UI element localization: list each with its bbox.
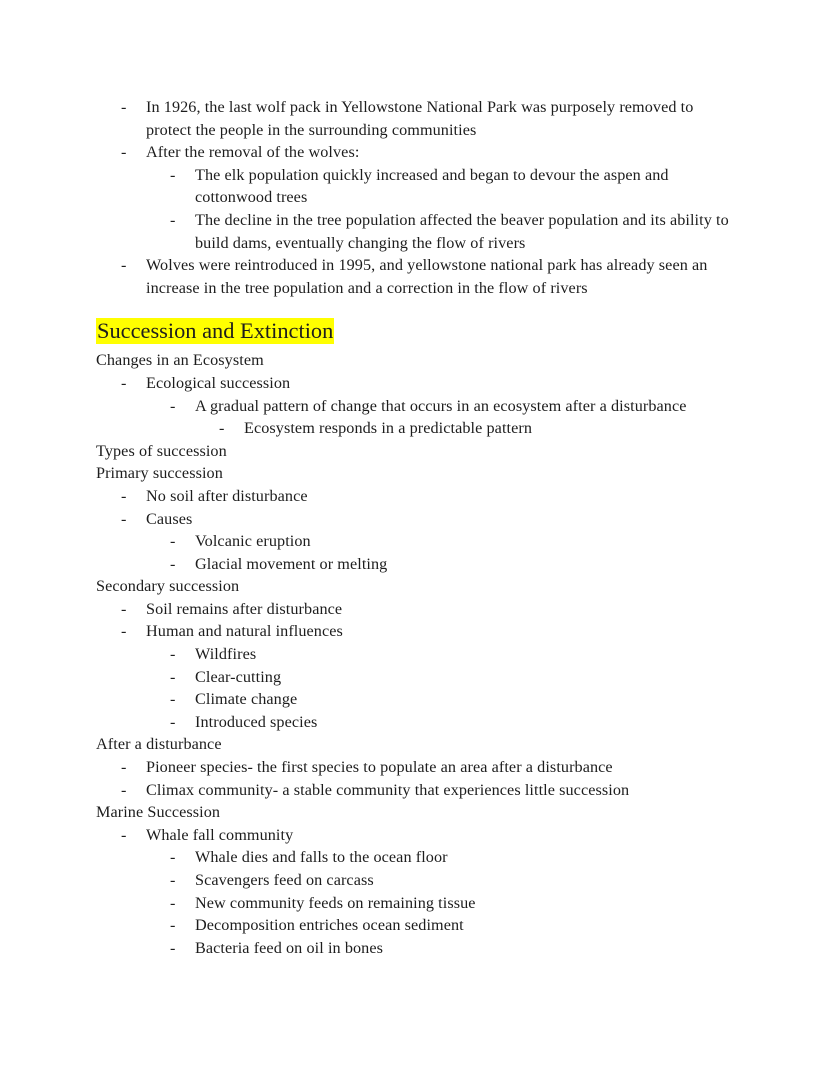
outline-line: [96, 440, 736, 463]
outline-line: [170, 937, 736, 960]
outline-line: [121, 485, 736, 508]
bullet-dash-icon: -: [121, 98, 127, 116]
outline-line: [121, 779, 736, 802]
outline-line-text: The elk population quickly increased and began to devour the aspen and cottonwood trees: [195, 165, 669, 207]
outline-line-text: Wolves were reintroduced in 1995, and yellowstone national park has already seen an increase in the tree population and a correction in the flow of rivers: [146, 256, 708, 297]
outline-line-text: Human and natural influences: [146, 622, 343, 641]
outline-line: [170, 846, 736, 869]
outline-line-text: Causes: [146, 509, 193, 528]
outline-line-text: Soil remains after disturbance: [146, 599, 343, 618]
outline-line: [121, 141, 736, 164]
outline-line: [121, 254, 736, 299]
outline-line-text: Decomposition entriches ocean sediment: [195, 916, 464, 935]
outline-line: [170, 711, 736, 734]
bullet-dash-icon: -: [121, 256, 127, 275]
outline-line-text: Types of succession: [96, 441, 227, 460]
bullet-dash-icon: -: [121, 825, 127, 844]
outline-line-text: Pioneer species- the first species to populate an area after a disturbance: [146, 758, 613, 777]
outline-line-text: Primary succession: [96, 464, 223, 483]
outline-line: [170, 914, 736, 937]
outline-line: [219, 417, 736, 440]
outline-line-text: Climate change: [195, 690, 298, 709]
outline-line: [170, 209, 736, 254]
outline-line: [170, 892, 736, 915]
outline-line-text: Clear-cutting: [195, 667, 282, 686]
outline-line: [96, 462, 736, 485]
outline-line-text: After the removal of the wolves:: [146, 143, 360, 162]
outline-line: [170, 643, 736, 666]
outline-line: [121, 824, 736, 847]
bullet-dash-icon: -: [170, 712, 176, 731]
outline-line-text: Glacial movement or melting: [195, 554, 388, 573]
outline-line: [96, 349, 736, 372]
bullet-dash-icon: -: [170, 165, 176, 184]
outline-line-text: The decline in the tree population affected the beaver population and its ability to build dams, eventually changing the flow of rivers: [195, 210, 729, 252]
outline-block-succession: [96, 349, 736, 959]
bullet-dash-icon: -: [170, 848, 176, 867]
outline-line: [121, 620, 736, 643]
outline-line: [96, 733, 736, 756]
bullet-dash-icon: -: [170, 532, 176, 551]
bullet-dash-icon: -: [170, 893, 176, 912]
outline-line: [170, 869, 736, 892]
bullet-dash-icon: -: [121, 758, 127, 777]
bullet-dash-icon: -: [121, 622, 127, 641]
outline-line-text: A gradual pattern of change that occurs in an ecosystem after a disturbance: [195, 396, 687, 415]
outline-line-text: Bacteria feed on oil in bones: [195, 938, 383, 957]
bullet-dash-icon: -: [170, 690, 176, 709]
bullet-dash-icon: -: [170, 210, 176, 229]
bullet-dash-icon: -: [121, 780, 127, 799]
bullet-dash-icon: -: [121, 486, 127, 505]
bullet-dash-icon: -: [170, 916, 176, 935]
outline-line-text: Whale dies and falls to the ocean floor: [195, 848, 448, 867]
outline-line-text: No soil after disturbance: [146, 486, 308, 505]
bullet-dash-icon: -: [121, 143, 127, 162]
outline-line-text: Volcanic eruption: [195, 532, 311, 551]
outline-line-text: Changes in an Ecosystem: [96, 351, 264, 370]
outline-line-text: Wildfires: [195, 645, 257, 664]
document-body: [96, 96, 736, 959]
outline-line-text: In 1926, the last wolf pack in Yellowstone National Park was purposely removed to protect the people in the surrounding communities: [146, 98, 694, 139]
outline-line-text: Climax community- a stable community that experiences little succession: [146, 780, 630, 799]
outline-line-text: Whale fall community: [146, 825, 294, 844]
outline-line: [170, 553, 736, 576]
outline-line: [96, 575, 736, 598]
bullet-dash-icon: -: [170, 667, 176, 686]
outline-line: [121, 508, 736, 531]
bullet-dash-icon: -: [170, 938, 176, 957]
section-heading-text: Succession and Extinction: [97, 318, 334, 344]
outline-line-text: After a disturbance: [96, 735, 222, 754]
bullet-dash-icon: -: [170, 871, 176, 889]
bullet-dash-icon: -: [170, 396, 176, 415]
bullet-dash-icon: -: [121, 599, 127, 618]
bullet-dash-icon: -: [219, 419, 225, 438]
outline-line: [170, 395, 736, 418]
outline-line: [170, 530, 736, 553]
outline-line: [121, 598, 736, 621]
outline-line-text: Marine Succession: [96, 803, 221, 822]
outline-line-text: Secondary succession: [96, 577, 240, 596]
bullet-dash-icon: -: [121, 509, 127, 528]
bullet-dash-icon: -: [170, 645, 176, 664]
outline-line-text: Introduced species: [195, 712, 318, 731]
outline-line-text: Ecological succession: [146, 373, 291, 392]
bullet-dash-icon: -: [170, 554, 176, 573]
outline-line-text: New community feeds on remaining tissue: [195, 893, 476, 912]
outline-line: [170, 688, 736, 711]
outline-line: [121, 756, 736, 779]
outline-line: [96, 801, 736, 824]
outline-line: [170, 164, 736, 209]
outline-line-text: Ecosystem responds in a predictable pattern: [244, 419, 533, 438]
outline-line: [170, 666, 736, 689]
bullet-dash-icon: -: [121, 373, 127, 392]
heading-spacer-before: [96, 299, 736, 316]
outline-line-text: Scavengers feed on carcass: [195, 871, 374, 889]
section-heading: [96, 316, 736, 346]
outline-block-wolves: [96, 96, 736, 299]
outline-line: [121, 372, 736, 395]
outline-line: [121, 96, 736, 141]
